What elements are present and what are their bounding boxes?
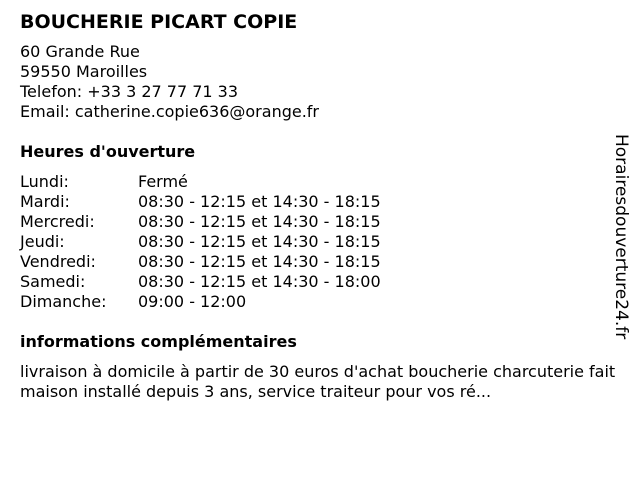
day-label: Mardi: [20,192,70,211]
day-label: Jeudi: [20,232,65,251]
shop-name: BOUCHERIE PICART COPIE [20,11,298,33]
day-hours: Fermé [138,172,188,191]
hours-row-monday [20,172,620,192]
shop-address [20,42,620,122]
site-watermark: Horairesdouverture24.fr [611,134,631,340]
shop-card [20,10,620,402]
hours-row-thursday [20,232,620,252]
day-hours: 08:30 - 12:15 et 14:30 - 18:15 [138,232,381,251]
phone-number: Telefon: +33 3 27 77 71 33 [20,82,239,101]
day-hours: 08:30 - 12:15 et 14:30 - 18:15 [138,212,381,231]
city-address: 59550 Maroilles [20,62,148,81]
day-label: Vendredi: [20,252,96,271]
day-hours: 09:00 - 12:00 [138,292,247,311]
day-hours: 08:30 - 12:15 et 14:30 - 18:15 [138,252,381,271]
day-label: Lundi: [20,172,69,191]
day-label: Dimanche: [20,292,107,311]
hours-row-sunday [20,292,620,312]
hours-row-friday [20,252,620,272]
hours-row-saturday [20,272,620,292]
day-hours: 08:30 - 12:15 et 14:30 - 18:15 [138,192,381,211]
email-address: Email: catherine.copie636@orange.fr [20,102,319,121]
day-label: Samedi: [20,272,86,291]
street-address: 60 Grande Rue [20,42,140,61]
opening-hours-title: Heures d'ouverture [20,142,196,161]
hours-row-tuesday [20,192,620,212]
day-label: Mercredi: [20,212,95,231]
opening-hours-table [20,172,620,312]
additional-info-title: informations complémentaires [20,332,297,351]
hours-row-wednesday [20,212,620,232]
day-hours: 08:30 - 12:15 et 14:30 - 18:00 [138,272,381,291]
additional-info-text: livraison à domicile à partir de 30 euros d'achat boucherie charcuterie fait maison installé depuis 3 ans, service traiteur pour vos ré... [20,362,616,401]
